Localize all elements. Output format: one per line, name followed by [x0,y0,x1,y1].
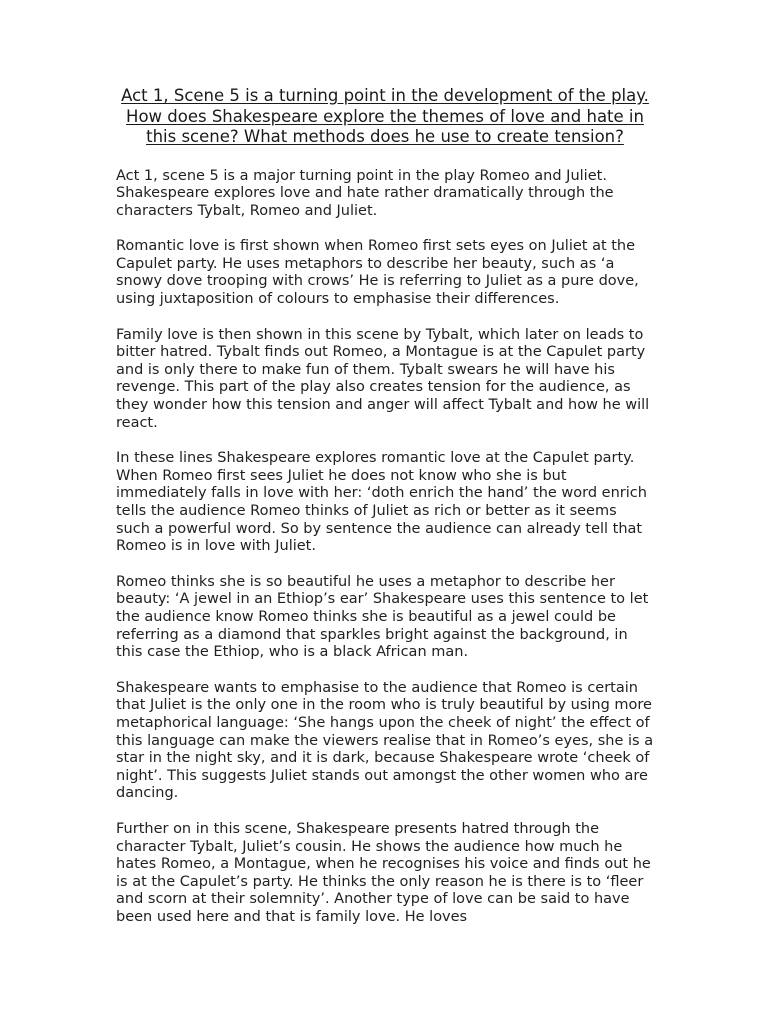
paragraph-7: Further on in this scene, Shakespeare presents hatred through the character Tybalt, Juliet’s cousin. He shows the audience how much he hates Romeo, a Montague, when he recognises his voice and finds out he is at the Capulet’s party. He thinks the only reason he is there is to ‘fleer and scorn at their solemnity’. Another type of love can be said to have been used here and that is family love. He loves [116,820,651,925]
document-page [116,86,654,944]
paragraph-3: Family love is then shown in this scene by Tybalt, which later on leads to bitter hatred. Tybalt finds out Romeo, a Montague is at the Capulet party and is only there to make fun of them. Tybalt swears he will have his revenge. This part of the play also creates tension for the audience, as they wonder how this tension and anger will affect Tybalt and how he will react. [116,326,650,431]
paragraph-2: Romantic love is first shown when Romeo first sets eyes on Juliet at the Capulet party. He uses metaphors to describe her beauty, such as ‘a snowy dove trooping with crows’ He is referring to Juliet as a pure dove, using juxtaposition of colours to emphasise their differences. [116,238,639,308]
paragraph-5: Romeo thinks she is so beautiful he uses a metaphor to describe her beauty: ‘A jewel in an Ethiop’s ear’ Shakespeare uses this sentence to let the audience know Romeo thinks she is beautiful as a jewel could be referring as a diamond that sparkles bright against the background, in this case the Ethiop, who is a black African man. [116,573,649,661]
essay-title: Act 1, Scene 5 is a turning point in the development of the play. How does Shakespeare explore the themes of love and hate in this scene? What methods does he use to create tension? [121,86,649,146]
paragraph-6: Shakespeare wants to emphasise to the audience that Romeo is certain that Juliet is the only one in the room who is truly beautiful by using more metaphorical language: ‘She hangs upon the cheek of night’ the effect of this language can make the viewers realise that in Romeo’s eyes, she is a star in the night sky, and it is dark, because Shakespeare wrote ‘cheek of night’. This suggests Juliet stands out amongst the other women who are dancing. [116,679,654,802]
paragraph-1: Act 1, scene 5 is a major turning point in the play Romeo and Juliet. Shakespeare explores love and hate rather dramatically through the characters Tybalt, Romeo and Juliet. [116,167,614,219]
paragraph-4: In these lines Shakespeare explores romantic love at the Capulet party. When Romeo first sees Juliet he does not know who she is but immediately falls in love with her: ‘doth enrich the hand’ the word enrich tells the audience Romeo thinks of Juliet as rich or better as it seems such a powerful word. So by sentence the audience can already tell that Romeo is in love with Juliet. [116,450,647,555]
